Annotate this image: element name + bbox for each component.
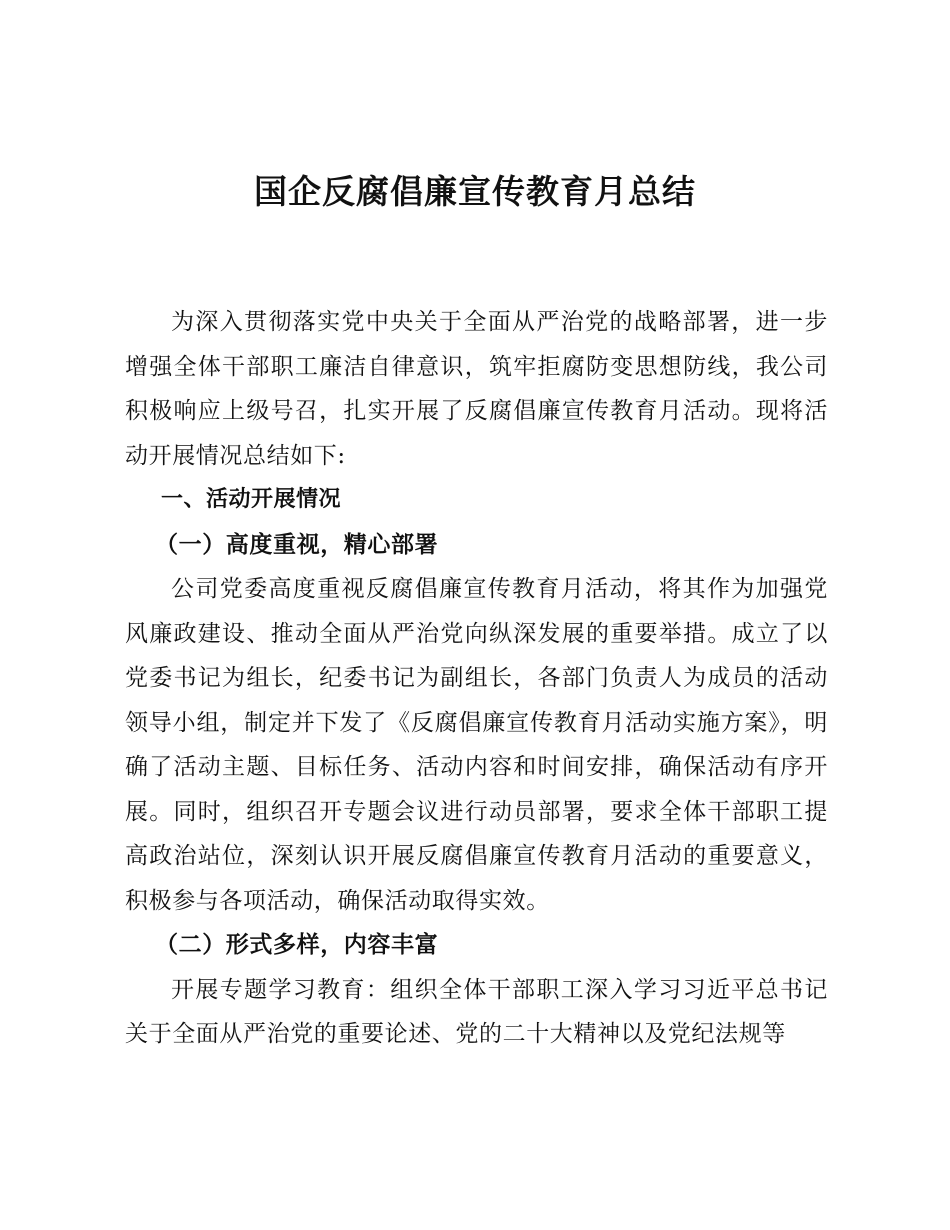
document-body — [125, 300, 828, 1057]
subsection-1-paragraph: 公司党委高度重视反腐倡廉宣传教育月活动，将其作为加强党风廉政建设、推动全面从严治党向纵深发展的重要举措。成立了以党委书记为组长，纪委书记为副组长，各部门负责人为成员的活动领导小组，制定并下发了《反腐倡廉宣传教育月活动实施方案》，明确了活动主题、目标任务、活动内容和时间安排，确保活动有序开展。同时，组织召开专题会议进行动员部署，要求全体干部职工提高政治站位，深刻认识开展反腐倡廉宣传教育月活动的重要意义，积极参与各项活动，确保活动取得实效。 — [125, 576, 828, 914]
section-heading-1: 一、活动开展情况 — [161, 487, 342, 512]
subsection-2-paragraph: 开展专题学习教育：组织全体干部职工深入学习习近平总书记关于全面从严治党的重要论述、党的二十大精神以及党纪法规等 — [125, 976, 828, 1047]
subsection-heading-2: （二）形式多样，内容丰富 — [155, 931, 439, 958]
intro-paragraph: 为深入贯彻落实党中央关于全面从严治党的战略部署，进一步增强全体干部职工廉洁自律意识，筑牢拒腐防变思想防线，我公司积极响应上级号召，扎实开展了反腐倡廉宣传教育月活动。现将活动开展情况总结如下: — [125, 309, 828, 469]
document-title: 国企反腐倡廉宣传教育月总结 — [254, 172, 696, 211]
subsection-heading-1: （一）高度重视，精心部署 — [155, 530, 439, 558]
